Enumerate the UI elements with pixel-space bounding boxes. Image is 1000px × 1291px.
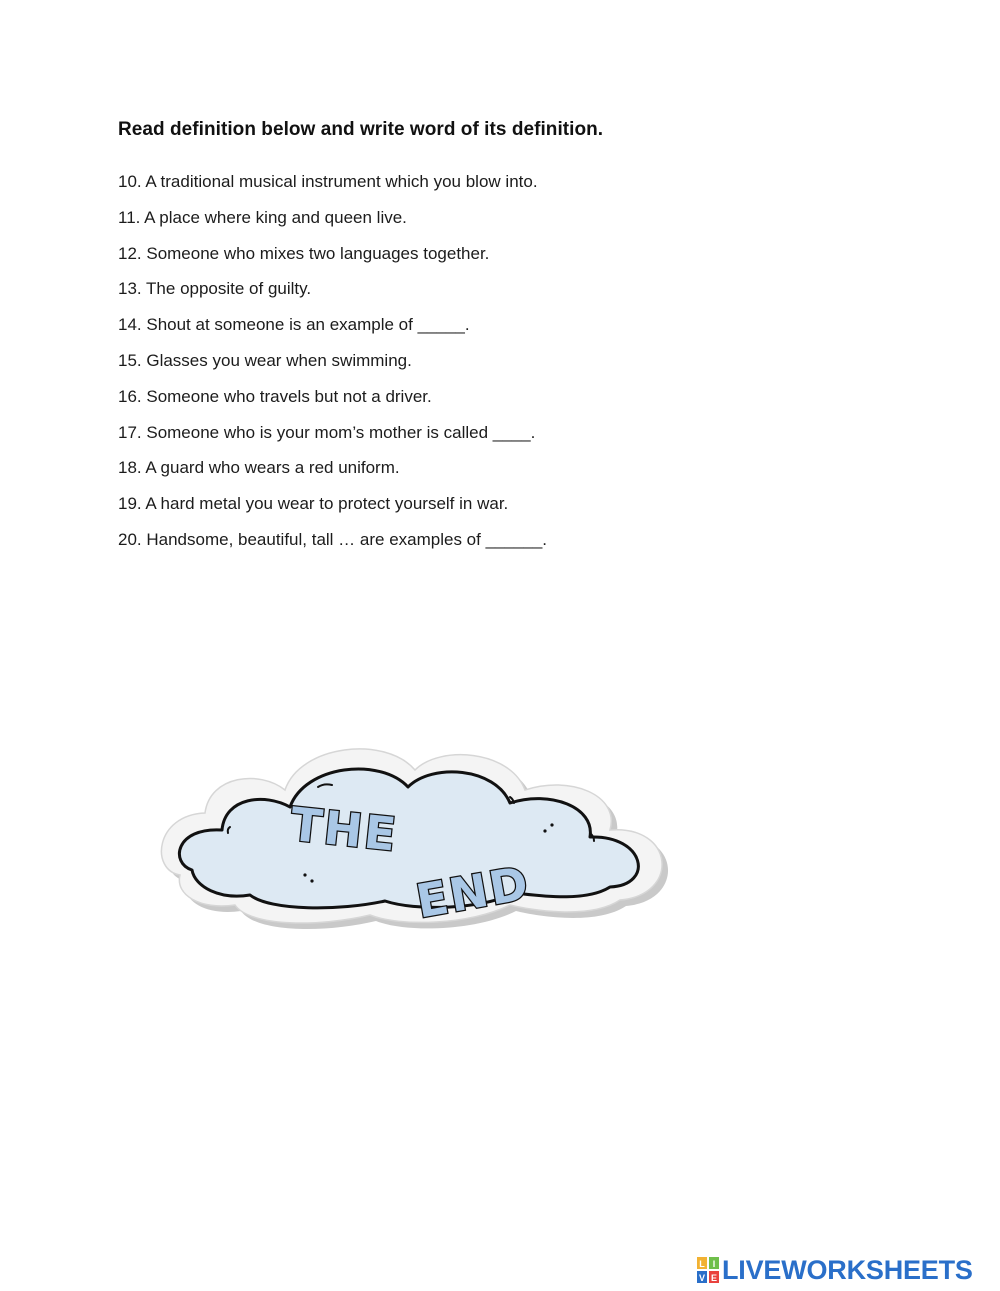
brand-name: LIVEWORKSHEETS (722, 1255, 973, 1285)
question-item: 10. A traditional musical instrument which you blow into. (118, 172, 538, 191)
question-item: 14. Shout at someone is an example of _____. (118, 315, 470, 335)
sticker-text-the: THE (287, 796, 401, 862)
question-item: 19. A hard metal you wear to protect yourself in war. (118, 494, 509, 514)
question-item: 11. A place where king and queen live. (118, 207, 407, 227)
worksheet-heading: Read definition below and write word of its definition. (118, 119, 604, 140)
cloud-dot (550, 823, 553, 826)
question-item: 15. Glasses you wear when swimming. (118, 350, 412, 370)
logo-letter: E (710, 1273, 718, 1283)
logo-letter: L (699, 1259, 705, 1269)
question-list (118, 170, 547, 564)
cloud-dot (310, 879, 313, 882)
cloud-dot (303, 873, 306, 876)
question-item: 17. Someone who is your mom’s mother is called ____. (118, 422, 536, 442)
liveworksheets-logo-icon (697, 1257, 719, 1283)
question-item: 13. The opposite of guilty. (118, 279, 312, 299)
question-item: 12. Someone who mixes two languages together. (118, 243, 490, 263)
logo-letter: V (698, 1273, 706, 1283)
question-item: 20. Handsome, beautiful, tall … are examples of ______. (118, 529, 548, 549)
liveworksheets-brand[interactable] (697, 1255, 973, 1285)
question-item: 16. Someone who travels but not a driver. (118, 386, 432, 406)
question-item: 18. A guard who wears a red uniform. (118, 458, 400, 478)
the-end-cloud-sticker (150, 735, 680, 935)
sticker-text-end: END (412, 855, 534, 929)
cloud-dot (543, 829, 546, 832)
logo-letter: I (712, 1259, 716, 1269)
